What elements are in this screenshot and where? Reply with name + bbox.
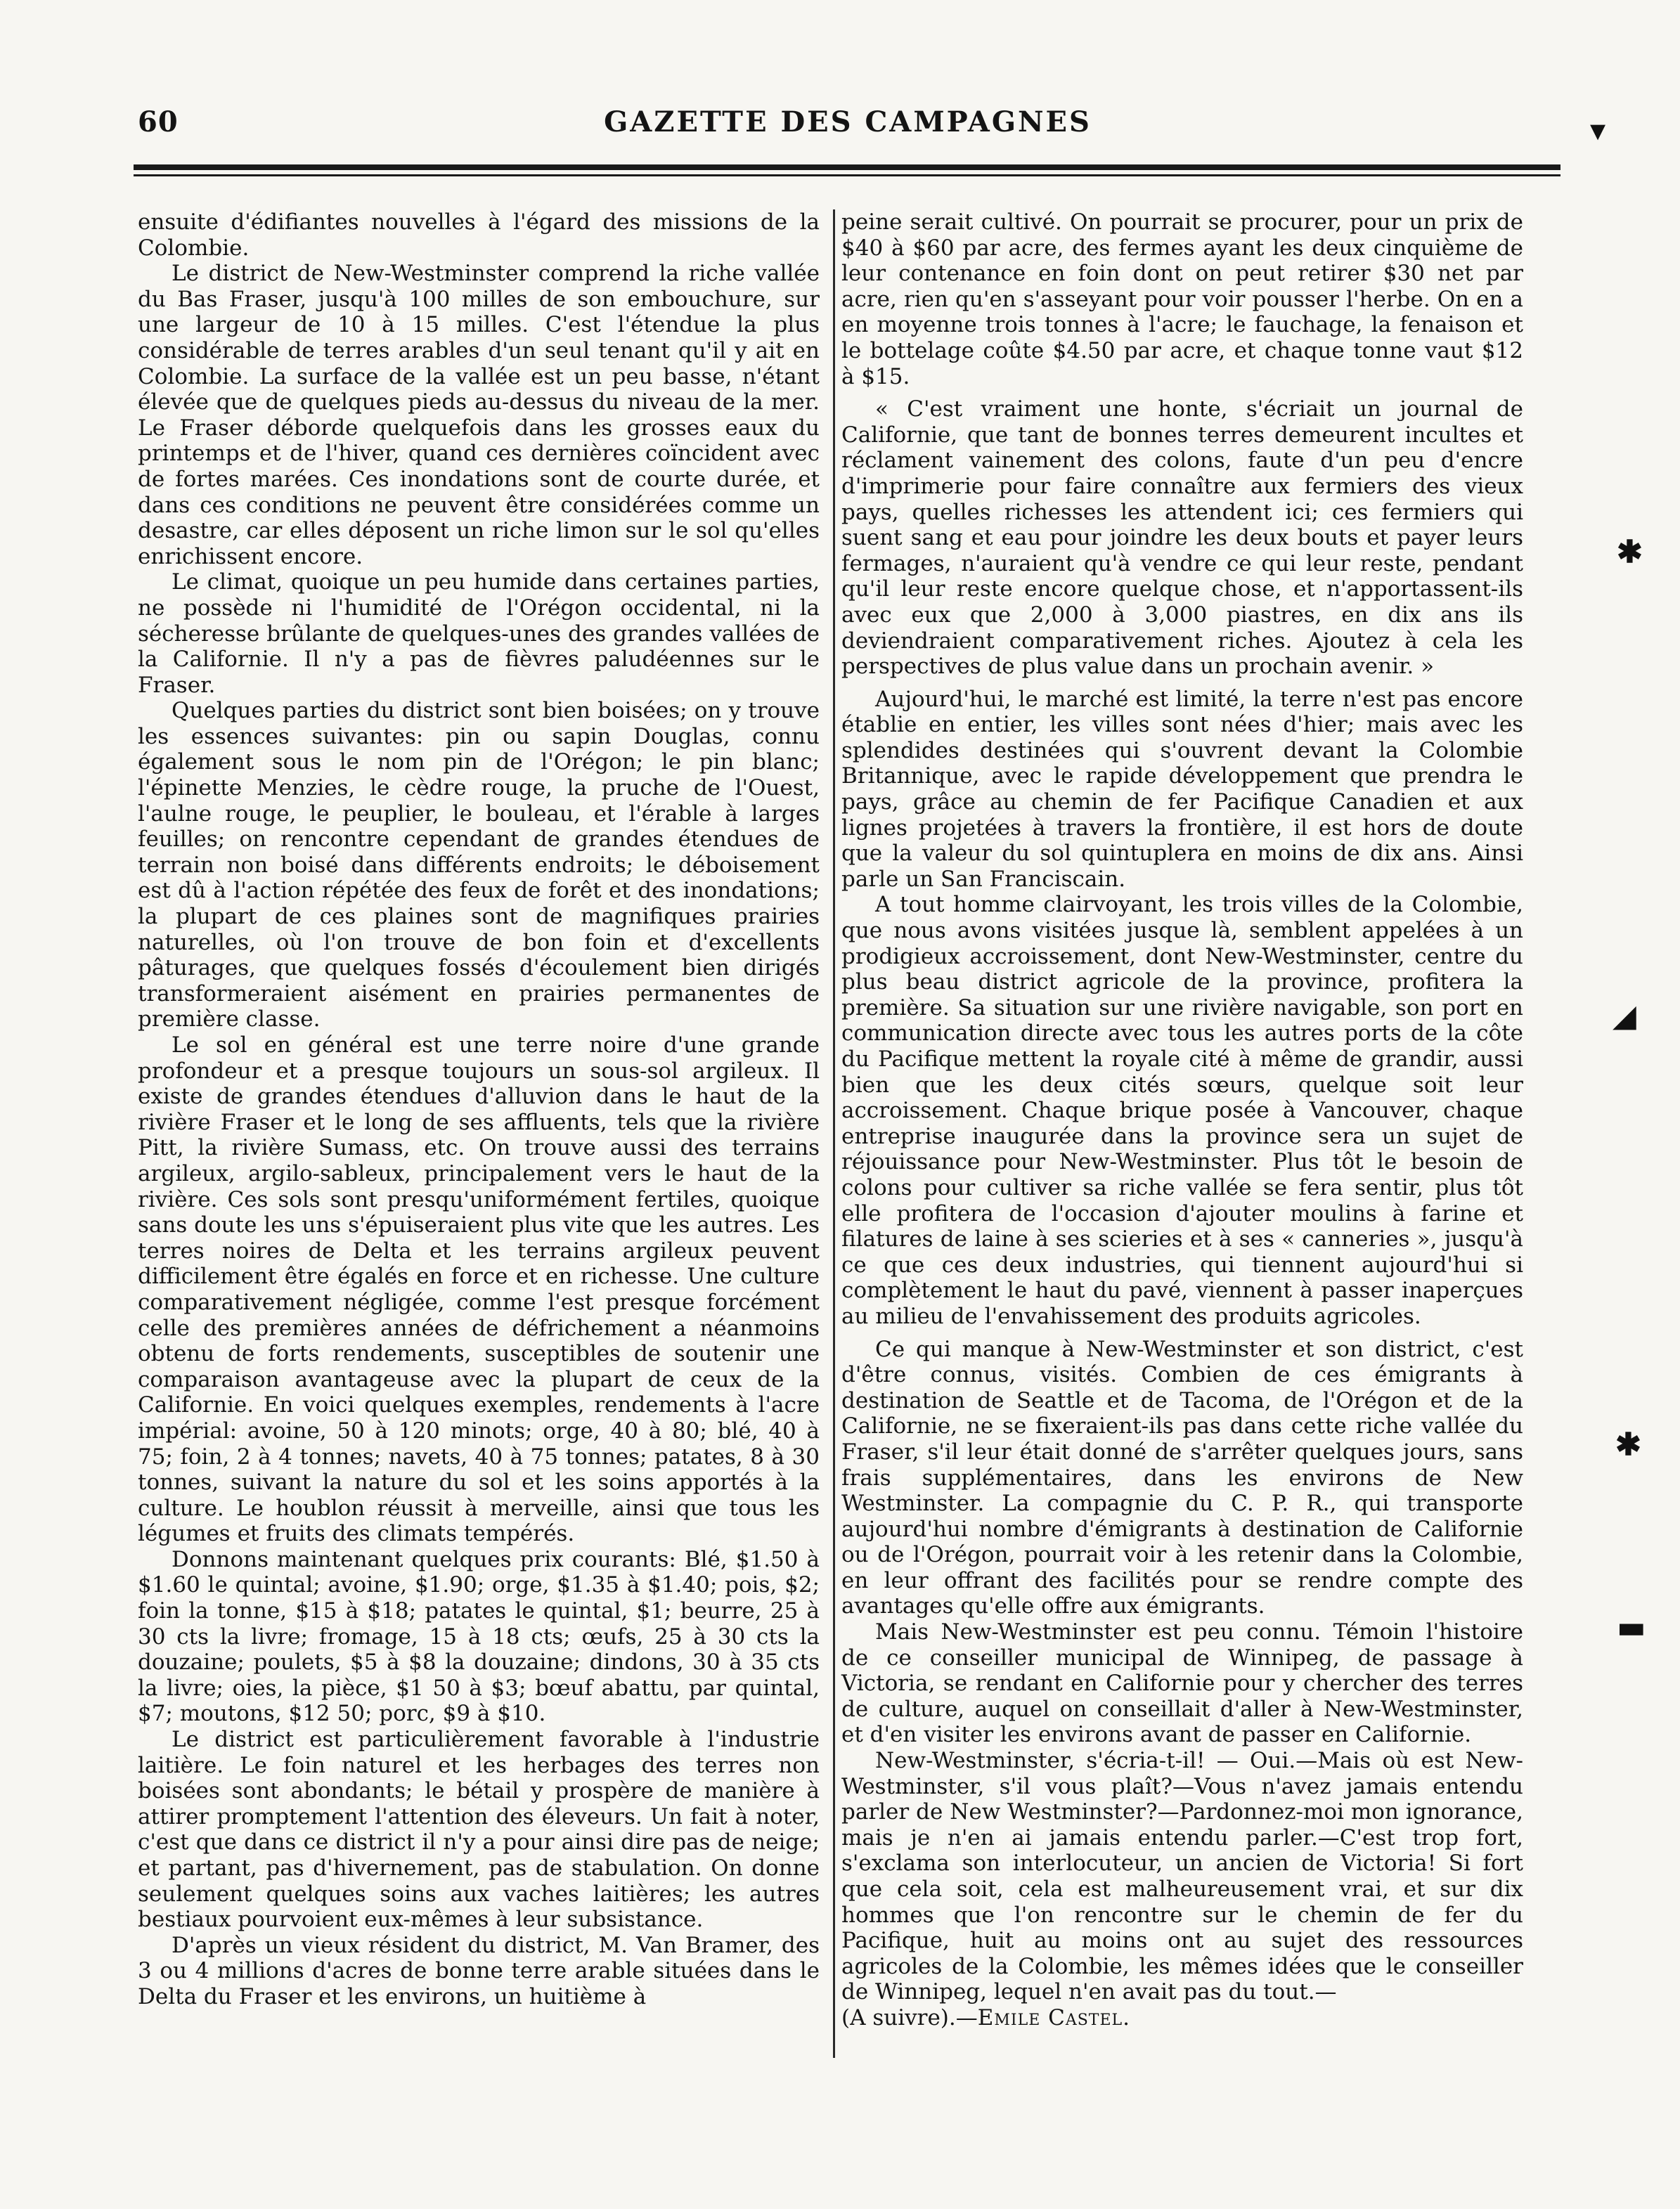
header-rule-thick xyxy=(134,164,1561,170)
right-column xyxy=(841,209,1523,2031)
print-speck: ✱ xyxy=(1617,534,1643,570)
paragraph: A tout homme clairvoyant, les trois villes de la Colombie, que nous avons visitées jusque là, semblent appelées à un prodigieux accroissement, dont New-Westminster, centre du plus beau district agricole de la province, profitera la première. Sa situation sur une rivière navigable, son port en communication directe avec tous les autres ports de la côte du Pacifique mettent la royale cité à même de grandir, aussi bien que les deux cités sœurs, quelque soit leur accroissement. Chaque brique posée à Vancouver, chaque entreprise inaugurée dans la province sera un sujet de réjouissance pour New-Westminster. Plus tôt le besoin de colons pour cultiver sa riche vallée se fera sentir, plus tôt elle profitera de l'occasion d'ajouter moulins à farine et filatures de laine à ses scieries et à ses « canneries », jusqu'à ce que ces deux industries, qui tiennent aujourd'hui si complètement le haut du pavé, viennent à passer inaperçues au milieu de l'envahissement des produits agricoles. xyxy=(841,892,1523,1329)
running-title: GAZETTE DES CAMPAGNES xyxy=(604,105,1092,138)
print-speck: ▬ xyxy=(1617,1609,1646,1645)
paragraph: « C'est vraiment une honte, s'écriait un journal de Californie, que tant de bonnes terres demeurent incultes et réclament vainement des colons, faute d'un peu d'encre d'imprimerie pour faire connaître aux fermiers des vieux pays, quelles richesses les attendent ici; ces fermiers qui suent sang et eau pour joindre les deux bouts et payer leurs fermages, n'auraient qu'à vendre ce qui leur reste, pendant qu'il leur reste encore quelque chose, et n'apportassent-ils avec eux que 2,000 à 3,000 piastres, en dix ans ils deviendraient comparativement riches. Ajoutez à cela les perspectives de plus value dans un prochain avenir. » xyxy=(841,396,1523,680)
print-speck: ◢ xyxy=(1613,998,1636,1034)
left-column xyxy=(138,209,820,2010)
paragraph: Le sol en général est une terre noire d'une grande profondeur et a presque toujours un sous-sol argileux. Il existe de grandes étendues d'alluvion dans le haut de la rivière Fraser et le long de ses affluents, tels que la rivière Pitt, la rivière Sumass, etc. On trouve aussi des terrains argileux, argilo-sableux, principalement vers le haut de la rivière. Ces sols sont presqu'uniformément fertiles, quoique sans doute les uns s'épuiseraient plus vite que les autres. Les terres noires de Delta et les terrains argileux peuvent difficilement être égalés en force et en richesse. Une culture comparativement négligée, comme l'est presque forcément celle des premières années de défrichement a néanmoins obtenu de forts rendements, susceptibles de soutenir une comparaison avantageuse avec la plupart de ceux de la Californie. En voici quelques exemples, rendements à l'acre impérial: avoine, 50 à 120 minots; orge, 40 à 80; blé, 40 à 75; foin, 2 à 4 tonnes; navets, 40 à 75 tonnes; patates, 8 à 30 tonnes, suivant la nature du sol et les soins apportés à la culture. Le houblon réussit à merveille, ainsi que tous les légumes et fruits des climats tempérés. xyxy=(138,1032,820,1547)
paragraph: Quelques parties du district sont bien boisées; on y trouve les essences suivantes: pin ou sapin Douglas, connu également sous le nom pin de l'Orégon; le pin blanc; l'épinette Menzies, le cèdre rouge, la pruche de l'Ouest, l'aulne rouge, le peuplier, le bouleau, et l'érable à larges feuilles; on rencontre cependant de grandes étendues de terrain non boisé dans différents endroits; le déboisement est dû à l'action répétée des feux de forêt et des inondations; la plupart de ces plaines sont de magnifiques prairies naturelles, où l'on trouve de bon foin et d'excellents pâturages, que quelques fossés d'écoulement bien dirigés transformeraient aisément en prairies permanentes de première classe. xyxy=(138,698,820,1032)
paragraph: ensuite d'édifiantes nouvelles à l'égard des missions de la Colombie. xyxy=(138,209,820,261)
paragraph-with-signature xyxy=(841,1748,1523,2031)
page-number: 60 xyxy=(138,105,179,138)
paragraph-text: New-Westminster, s'écria-t-il! — Oui.—Mais où est New-Westminster, s'il vous plaît?—Vous n'avez jamais entendu parler de New Westminster?—Pardonnez-moi mon ignorance, mais je n'en ai jamais entendu parler.—C'est trop fort, s'exclama son interlocuteur, un ancien de Victoria! Si fort que cela soit, cela est malheureusement vrai, et sur dix hommes que l'on rencontre sur le chemin de fer du Pacifique, huit au moins ont au sujet des ressources agricoles de la Colombie, les mêmes idées que le conseiller de Winnipeg, lequel n'en avait pas du tout.— xyxy=(841,1748,1523,2005)
header-rule-thin xyxy=(134,174,1561,176)
paragraph: Donnons maintenant quelques prix courants: Blé, $1.50 à $1.60 le quintal; avoine, $1.90; orge, $1.35 à $1.40; pois, $2; foin la tonne, $15 à $18; patates le quintal, $1; beurre, 25 à 30 cts la livre; fromage, 15 à 18 cts; œufs, 25 à 30 cts la douzaine; poulets, $5 à $8 la douzaine; dindons, 30 à 35 cts la livre; oies, la pièce, $1 50 à $3; bœuf abattu, par quintal, $7; moutons, $12 50; porc, $9 à $10. xyxy=(138,1546,820,1727)
print-speck: ▾ xyxy=(1590,112,1606,148)
paragraph: Le climat, quoique un peu humide dans certaines parties, ne possède ni l'humidité de l'Orégon occidental, ni la sécheresse brûlante de quelques-unes des grandes vallées de la Californie. Il n'y a pas de fièvres paludéennes sur le Fraser. xyxy=(138,569,820,698)
author-signature: Emile Castel. xyxy=(977,2004,1130,2030)
paragraph: Ce qui manque à New-Westminster et son district, c'est d'être connus, visités. Combien de ces émigrants à destination de Seattle et de Tacoma, de l'Orégon et de la Californie, ne se fixeraient-ils pas dans cette riche vallée du Fraser, s'il leur était donné de s'arrêter quelques jours, sans frais supplémentaires, dans les environs de New Westminster. La compagnie du C. P. R., qui transporte aujourd'hui nombre d'émigrants à destination de Californie ou de l'Orégon, pourrait voir à les retenir dans la Colombie, en leur offrant des facilités pour se rendre compte des avantages qu'elle offre aux émigrants. xyxy=(841,1336,1523,1619)
print-speck: ✱ xyxy=(1615,1427,1641,1463)
column-divider xyxy=(833,209,835,2058)
paragraph: peine serait cultivé. On pourrait se procurer, pour un prix de $40 à $60 par acre, des fermes ayant les deux cinquième de leur contenance en foin dont on peut retirer $30 net par acre, rien qu'en s'asseyant pour voir pousser l'herbe. On en a en moyenne trois tonnes à l'acre; le fauchage, la fenaison et le bottelage coûte $4.50 par acre, et chaque tonne vaut $12 à $15. xyxy=(841,209,1523,389)
to-be-continued: (A suivre).— xyxy=(841,2004,978,2030)
paragraph: Mais New-Westminster est peu connu. Témoin l'histoire de ce conseiller municipal de Winnipeg, de passage à Victoria, se rendant en Californie pour y chercher des terres de culture, auquel on conseillait d'aller à New-Westminster, et d'en visiter les environs avant de passer en Californie. xyxy=(841,1619,1523,1748)
paragraph: Le district est particulièrement favorable à l'industrie laitière. Le foin naturel et les herbages des terres non boisées sont abondants; le bétail y prospère de manière à attirer promptement l'attention des éleveurs. Un fait à noter, c'est que dans ce district il n'y a pour ainsi dire pas de neige; et partant, pas d'hivernement, pas de stabulation. On donne seulement quelques soins aux vaches laitières; les autres bestiaux pourvoient eux-mêmes à leur subsistance. xyxy=(138,1727,820,1933)
paragraph: D'après un vieux résident du district, M. Van Bramer, des 3 ou 4 millions d'acres de bonne terre arable situées dans le Delta du Fraser et les environs, un huitième à xyxy=(138,1932,820,2009)
paragraph: Le district de New-Westminster comprend la riche vallée du Bas Fraser, jusqu'à 100 milles de son embouchure, sur une largeur de 10 à 15 milles. C'est l'étendue la plus considérable de terres arables d'un seul tenant qu'il y ait en Colombie. La surface de la vallée est un peu basse, n'étant élevée que de quelques pieds au-dessus du niveau de la mer. Le Fraser déborde quelquefois dans les grosses eaux du printemps et de l'hiver, quand ces dernières coïncident avec de fortes marées. Ces inondations sont de courte durée, et dans ces conditions ne peuvent être considérées comme un desastre, car elles déposent un riche limon sur le sol qu'elles enrichissent encore. xyxy=(138,261,820,569)
page-header xyxy=(138,105,1558,148)
paragraph: Aujourd'hui, le marché est limité, la terre n'est pas encore établie en entier, les villes sont nées d'hier; mais avec les splendides destinées qui s'ouvrent devant la Colombie Britannique, avec le rapide développement que prendra le pays, grâce au chemin de fer Pacifique Canadien et aux lignes projetées à travers la frontière, il est hors de doute que la valeur du sol quintuplera en moins de dix ans. Ainsi parle un San Franciscain. xyxy=(841,686,1523,892)
